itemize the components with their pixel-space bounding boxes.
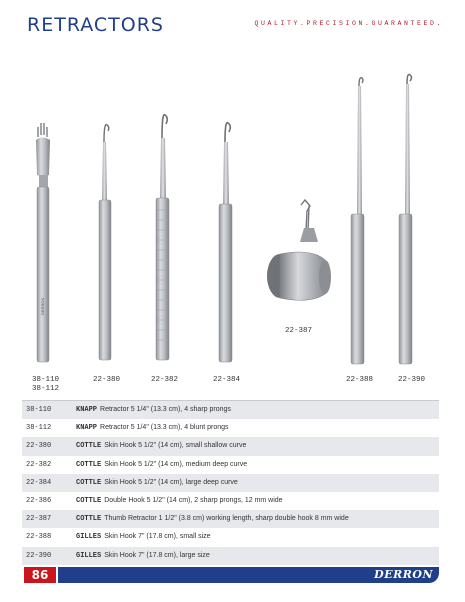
label-22-387: 22-387 xyxy=(285,327,313,335)
table-row xyxy=(22,474,439,492)
table-row xyxy=(22,419,439,437)
gilles-skin-hook-22-390 xyxy=(399,74,412,364)
product-description: Skin Hook 5 1/2" (14 cm), large deep curve xyxy=(104,478,238,486)
product-code: 38-112 xyxy=(26,424,52,433)
page-title: RETRACTORS xyxy=(27,14,164,36)
product-brand: COTTLE xyxy=(76,515,102,524)
label-22-384: 22-384 xyxy=(213,376,241,384)
product-brand: COTTLE xyxy=(76,478,102,487)
footer-bar xyxy=(58,567,439,583)
page-footer xyxy=(0,567,465,583)
product-code: 22-380 xyxy=(26,442,52,451)
product-brand: COTTLE xyxy=(76,497,102,506)
table-row xyxy=(22,401,439,419)
product-description: Skin Hook 5 1/2" (14 cm), small shallow curve xyxy=(104,442,247,450)
product-description: Skin Hook 5 1/2" (14 cm), medium deep curve xyxy=(104,460,248,468)
product-brand: GILLES xyxy=(76,533,102,542)
page-number: 86 xyxy=(24,567,56,583)
product-code: 38-110 xyxy=(26,406,52,415)
product-description: Skin Hook 7" (17.8 cm), small size xyxy=(104,533,211,541)
product-description: Thumb Retractor 1 1/2" (3.8 cm) working length, sharp double hook 8 mm wide xyxy=(104,515,349,523)
product-code: 22-386 xyxy=(26,497,52,506)
cottle-thumb-retractor-22-387 xyxy=(267,200,331,300)
table-row xyxy=(22,510,439,528)
product-code: 22-382 xyxy=(26,460,52,469)
label-22-390: 22-390 xyxy=(398,376,426,384)
label-22-388: 22-388 xyxy=(346,376,374,384)
product-photo xyxy=(20,60,450,400)
product-description: Double Hook 5 1/2" (14 cm), 2 sharp prongs, 12 mm wide xyxy=(104,497,283,505)
product-code: 22-387 xyxy=(26,515,52,524)
cottle-skin-hook-22-380 xyxy=(99,125,111,360)
label-38-112: 38-112 xyxy=(32,385,60,393)
cottle-skin-hook-22-382 xyxy=(156,115,169,360)
product-code: 22-384 xyxy=(26,478,52,487)
product-table xyxy=(22,401,439,565)
table-row xyxy=(22,528,439,546)
product-description: Retractor 5 1/4" (13.3 cm), 4 blunt prongs xyxy=(100,424,229,432)
knapp-retractor xyxy=(36,123,50,362)
table-row xyxy=(22,437,439,455)
label-22-380: 22-380 xyxy=(93,376,121,384)
product-brand: KNAPP xyxy=(76,406,98,415)
brand-logo: DERRON xyxy=(374,568,433,581)
label-38-110: 38-110 xyxy=(32,376,60,384)
product-code: 22-388 xyxy=(26,533,52,542)
gilles-skin-hook-22-388 xyxy=(351,78,364,364)
svg-text:DERRON: DERRON xyxy=(40,297,45,315)
product-brand: KNAPP xyxy=(76,424,98,433)
table-row xyxy=(22,456,439,474)
product-brand: COTTLE xyxy=(76,460,102,469)
product-description: Skin Hook 7" (17.8 cm), large size xyxy=(104,551,210,559)
label-22-382: 22-382 xyxy=(151,376,179,384)
table-row xyxy=(22,547,439,565)
table-row xyxy=(22,492,439,510)
product-brand: GILLES xyxy=(76,551,102,560)
product-code: 22-390 xyxy=(26,551,52,560)
tagline: QUALITY.PRECISION.GUARANTEED. xyxy=(254,20,443,27)
product-brand: COTTLE xyxy=(76,442,102,451)
cottle-skin-hook-22-384 xyxy=(219,123,232,362)
product-description: Retractor 5 1/4" (13.3 cm), 4 sharp prongs xyxy=(100,406,231,414)
